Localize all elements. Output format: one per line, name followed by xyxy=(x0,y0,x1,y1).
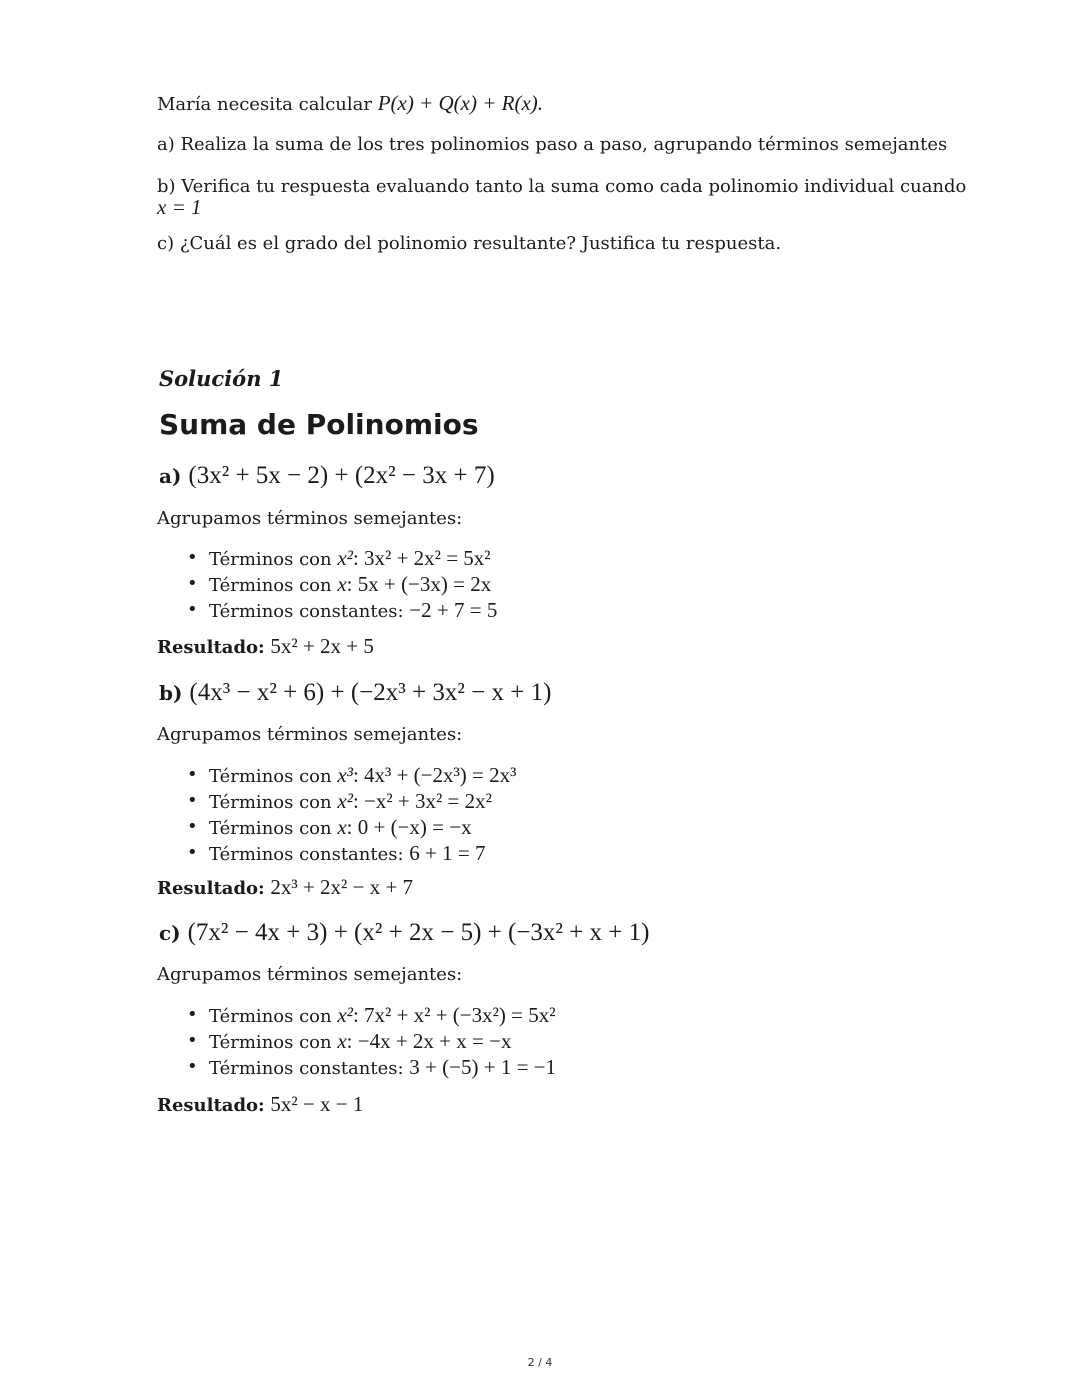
part-c-heading xyxy=(159,919,649,947)
part-c-expression: (7x² − 4x + 3) + (x² + 2x − 5) + (−3x² + x + 1) xyxy=(187,919,650,946)
result-value: 5x² − x − 1 xyxy=(270,1092,364,1116)
list-item: • Términos constantes: 3 + (−5) + 1 = −1 xyxy=(187,1055,556,1081)
list-item: • Términos con x²: 7x² + x² + (−3x²) = 5x² xyxy=(187,1003,556,1029)
list-item: • Términos constantes: −2 + 7 = 5 xyxy=(187,598,497,624)
result-label: Resultado: xyxy=(157,878,265,899)
task-b-line1: b) Verifica tu respuesta evaluando tanto la suma como cada polinomio individual cuando xyxy=(157,176,967,197)
solution-title: Suma de Polinomios xyxy=(159,408,479,441)
part-c-bullet-list xyxy=(187,1003,556,1081)
part-b-expression: (4x³ − x² + 6) + (−2x³ + 3x² − x + 1) xyxy=(189,679,552,706)
list-item: • Términos con x: 0 + (−x) = −x xyxy=(187,815,516,841)
part-b-result xyxy=(157,875,413,900)
task-c: c) ¿Cuál es el grado del polinomio resultante? Justifica tu respuesta. xyxy=(157,233,782,254)
task-a: a) Realiza la suma de los tres polinomios paso a paso, agrupando términos semejantes xyxy=(157,134,948,155)
list-item: • Términos con x³: 4x³ + (−2x³) = 2x³ xyxy=(187,763,516,789)
list-item: • Términos con x: 5x + (−3x) = 2x xyxy=(187,572,497,598)
part-a-heading xyxy=(159,462,495,490)
intro-text: María necesita calcular xyxy=(157,94,378,115)
part-a-bullet-list xyxy=(187,546,497,624)
part-c-prefix: c) xyxy=(159,921,181,945)
result-label: Resultado: xyxy=(157,1095,265,1116)
intro-math: P(x) + Q(x) + R(x). xyxy=(377,91,544,115)
part-a-group-text: Agrupamos términos semejantes: xyxy=(157,508,463,529)
part-a-expression: (3x² + 5x − 2) + (2x² − 3x + 7) xyxy=(188,462,495,489)
result-label: Resultado: xyxy=(157,637,265,658)
solution-label: Solución 1 xyxy=(159,366,284,391)
result-value: 2x³ + 2x² − x + 7 xyxy=(270,875,414,899)
part-a-result xyxy=(157,634,374,659)
part-b-group-text: Agrupamos términos semejantes: xyxy=(157,724,463,745)
part-c-result xyxy=(157,1092,363,1117)
list-item: • Términos con x: −4x + 2x + x = −x xyxy=(187,1029,556,1055)
part-b-prefix: b) xyxy=(159,681,183,705)
list-item: • Términos constantes: 6 + 1 = 7 xyxy=(187,841,516,867)
list-item: • Términos con x²: −x² + 3x² = 2x² xyxy=(187,789,516,815)
part-b-bullet-list xyxy=(187,763,516,867)
part-a-prefix: a) xyxy=(159,464,182,488)
result-value: 5x² + 2x + 5 xyxy=(270,634,374,658)
intro-line xyxy=(157,92,543,116)
part-b-heading xyxy=(159,679,551,707)
task-b-line2 xyxy=(157,196,202,220)
page-number: 2 / 4 xyxy=(527,1356,553,1369)
task-b-math: x = 1 xyxy=(157,195,202,219)
list-item: • Términos con x²: 3x² + 2x² = 5x² xyxy=(187,546,497,572)
part-c-group-text: Agrupamos términos semejantes: xyxy=(157,964,463,985)
